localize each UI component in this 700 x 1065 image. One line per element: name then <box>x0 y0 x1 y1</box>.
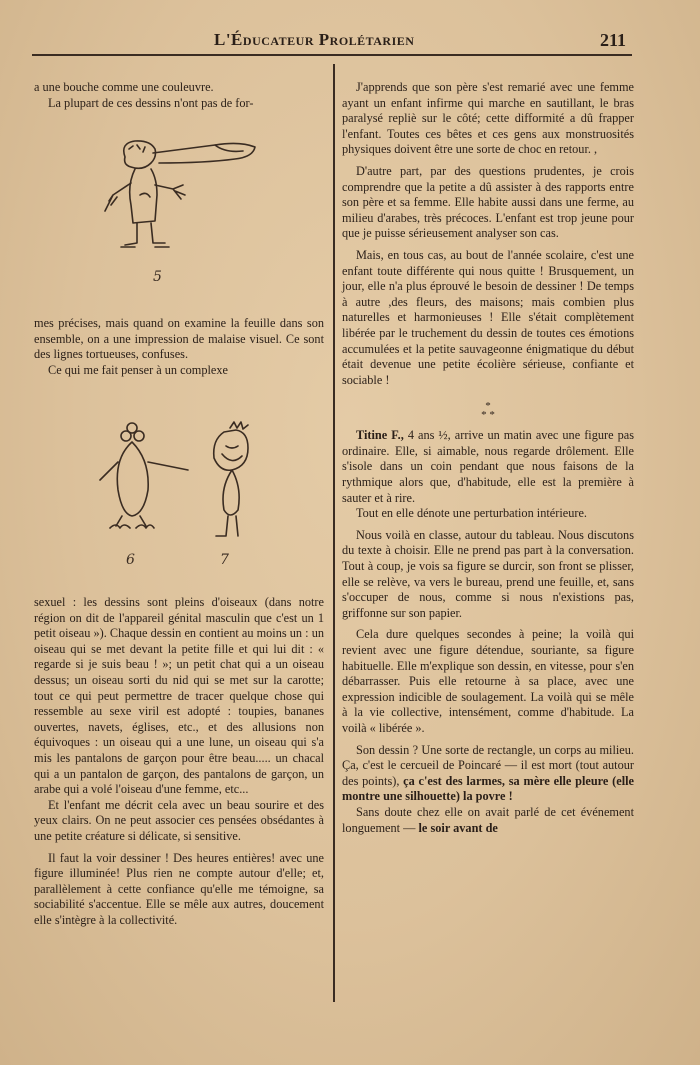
right-paragraph-7: Cela dure quelques secondes à peine; la voilà qui revient avec une figure détendue, souriante, sa figure habituelle. Elle m'explique son dessin, en vitesse, pour s'en débarrasser. Puis elle retourne à sa place, avec une expression indicible de soulagement. La voilà qui se mêle à la vie collective, intensément, comme d'habitude. La voilà « libérée ». <box>342 627 634 735</box>
left-paragraph-6: Et l'enfant me décrit cela avec un beau sourire et des yeux clairs. On ne peut associer ces pensées obsédantes à une petite créature si délicate, si sensitive. <box>34 797 324 843</box>
left-paragraph-1: a une bouche comme une couleuvre. <box>34 80 214 94</box>
running-header <box>34 30 632 56</box>
left-paragraph-4: Ce qui me fait penser à un complexe <box>48 362 228 377</box>
right-paragraph-3: Mais, en tous cas, au bout de l'année scolaire, c'est une enfant toute différente qui nous quitte ! Brusquement, un jour, elle n'a plus éprouvé le besoin de dessiner ! De temps à autre ,des fleurs, des maisons; mais combien plus naturelles et harmonieuses ! Elle s'était complètement libérée par le truchement du dessin de toutes ces émotions accumulées et la petite sauvageonne énigmatique du début était devenue une petite écolière sérieuse, confiante et sociable ! <box>342 247 634 387</box>
right-paragraph-8-text: Son dessin ? Une sorte de rectangle, un corps au milieu. Ça, c'est le cercueil de Poincaré — il est mort (tout autour des points), <box>342 742 634 788</box>
right-paragraph-1: J'apprends que son père s'est remarié avec une femme ayant un enfant infirme qui marche en sautillant, le bras paralysé repliè sur le côté; cette difformité a dû frapper l'enfant. Toutes ces bêtes et ces gens aux monstruosités physiques doivent être une sorte de choc en retour. , <box>342 80 634 157</box>
right-paragraph-9-text: Sans doute chez elle on avait parlé de cet événement longuement — <box>342 804 634 835</box>
right-column <box>342 80 634 836</box>
left-paragraph-7: Il faut la voir dessiner ! Des heures entières! avec une figure illuminée! Plus rien ne compte autour d'elle; et, parallèlement à cette confiance qu'elle me témoigne, sa sociabilité s'accentue. Elle se mêle aux autres, doucement elle s'intègre à la collectivité. <box>34 850 324 927</box>
left-column-middle <box>34 316 324 378</box>
left-paragraph-2: La plupart de ces dessins n'ont pas de for- <box>48 95 254 110</box>
left-column-top <box>34 80 324 111</box>
left-paragraph-5: sexuel : les dessins sont pleins d'oiseaux (dans notre région on dit de l'appareil génital masculin que c'est un 1 petit oiseau »). Chaque dessin en contient au moins un : un oiseau qui se met devant la petite fille et qui lui dit : « regarde si je suis beau ! »; un petit chat qui a un oiseau dessus; un oiseau sorti du nid qui se met sur la carotte; tout ce qui peut permettre de tracer quelque chose qui ressemble au sexe viril est adopté : toupies, bananes ouvertes, navets, églises, etc., et des allusions non équivoques : un oiseau qui a une lune, un oiseau qui s'a mis les pantalons de garçon pour être beau..... un chacal qui a un pantalon de garçon, des pantalons de garçon, un arabe qui a volé l'oiseau d'une femme, etc... <box>34 595 324 797</box>
right-paragraph-2: D'autre part, par des questions prudentes, je crois comprendre que la petite a dû assister à des rapports entre son père et sa femme. Elle habite aussi dans une ferme, au milieu d'arabes, très précoces. L'enfant est trop jeune pour que je puisse sérieusement analyser son cas. <box>342 163 634 241</box>
section-separator <box>342 402 634 420</box>
figure-label-5: 5 <box>153 269 162 285</box>
figure-label-7: 7 <box>220 552 229 568</box>
right-paragraph-8 <box>342 743 634 805</box>
journal-title: L'Éducateur Prolétarien <box>214 30 415 49</box>
right-paragraph-6: Nous voilà en classe, autour du tableau. Nous discutons du texte à choisir. Elle ne prend pas part à la conversation. Tout à coup, je vois sa figure se durcir, son front se plisser, elle se relève, va vers le bureau, prend une feuille, et, sans s'occuper de nous, comme si nous n'existions pas, griffonne sur son papier. <box>342 527 634 620</box>
right-paragraph-4-text: 4 ans ½, arrive un matin avec une figure pas ordinaire. Elle, si aimable, nous regarde drôlement. Elle s'isole dans un coin pendant que nous faisons de la rythmique alors que, d'habitude, elle est la première à sauter et à rire. <box>342 428 634 505</box>
right-paragraph-9-bold: le soir avant de <box>418 820 498 835</box>
column-divider <box>333 64 335 1002</box>
child-name: Titine F., <box>356 428 404 443</box>
left-column-bottom <box>34 595 324 928</box>
page-number: 211 <box>599 30 626 50</box>
figure-label-6: 6 <box>126 552 135 568</box>
header-rule <box>32 54 632 56</box>
left-paragraph-3: mes précises, mais quand on examine la feuille dans son ensemble, on a une impression de malaise visuel. Ce sont des lignes tortueuses, confuses. <box>34 316 324 362</box>
right-paragraph-5: Tout en elle dénote une perturbation intérieure. <box>356 506 587 521</box>
child-drawings-6-7 <box>92 418 272 568</box>
right-paragraph-8-bold: ça c'est des larmes, sa mère elle pleure (elle montre une silhouette) la povre ! <box>342 773 634 804</box>
right-paragraph-4 <box>342 428 634 506</box>
separator-star-top: * <box>485 400 491 413</box>
right-paragraph-9 <box>342 805 634 836</box>
separator-stars-bottom: * * <box>481 409 495 422</box>
child-drawing-5 <box>95 135 270 290</box>
